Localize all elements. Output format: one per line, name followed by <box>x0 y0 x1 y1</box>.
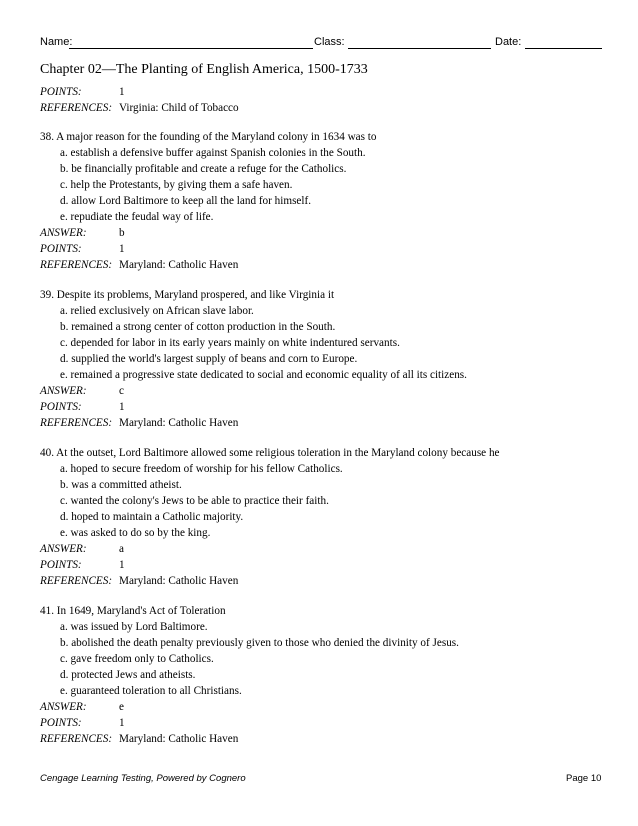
question-40-option-c: c. wanted the colony's Jews to be able to practice their faith. <box>60 495 329 507</box>
references-label: REFERENCES: <box>40 575 113 587</box>
answer-value: b <box>119 227 125 239</box>
date-label: Date: <box>495 36 522 48</box>
question-38-option-e: e. repudiate the feudal way of life. <box>60 211 214 223</box>
name-label: Name: <box>40 36 73 48</box>
question-39-option-a: a. relied exclusively on African slave labor. <box>60 305 254 317</box>
answer-label: ANSWER: <box>40 701 87 713</box>
question-39-option-c: c. depended for labor in its early years mainly on white indentured servants. <box>60 337 400 349</box>
answer-value: c <box>119 385 124 397</box>
references-value: Maryland: Catholic Haven <box>119 575 239 587</box>
points-value: 1 <box>119 86 125 98</box>
question-39-text: 39. Despite its problems, Maryland prospered, and like Virginia it <box>40 289 335 301</box>
answer-label: ANSWER: <box>40 543 87 555</box>
points-label: POINTS: <box>40 401 82 413</box>
question-41-text: 41. In 1649, Maryland's Act of Toleration <box>40 605 226 617</box>
references-label: REFERENCES: <box>40 259 113 271</box>
class-line <box>348 48 491 49</box>
points-value: 1 <box>119 243 125 255</box>
question-40-option-b: b. was a committed atheist. <box>60 479 182 491</box>
question-39-option-d: d. supplied the world's largest supply of beans and corn to Europe. <box>60 353 358 365</box>
references-value: Maryland: Catholic Haven <box>119 417 239 429</box>
question-40-text: 40. At the outset, Lord Baltimore allowed some religious toleration in the Maryland colony because he <box>40 447 500 459</box>
answer-value: e <box>119 701 124 713</box>
name-line <box>69 48 313 49</box>
footer-page-number: Page 10 <box>566 773 602 784</box>
question-38-option-a: a. establish a defensive buffer against Spanish colonies in the South. <box>60 147 366 159</box>
references-value: Virginia: Child of Tobacco <box>119 102 239 114</box>
footer-publisher: Cengage Learning Testing, Powered by Cognero <box>40 773 246 784</box>
class-label: Class: <box>314 36 345 48</box>
question-38-text: 38. A major reason for the founding of the Maryland colony in 1634 was to <box>40 131 377 143</box>
points-value: 1 <box>119 401 125 413</box>
question-41-option-e: e. guaranteed toleration to all Christians. <box>60 685 242 697</box>
question-40-option-e: e. was asked to do so by the king. <box>60 527 211 539</box>
points-label: POINTS: <box>40 559 82 571</box>
date-line <box>525 48 602 49</box>
question-41-option-c: c. gave freedom only to Catholics. <box>60 653 214 665</box>
question-38-option-b: b. be financially profitable and create a refuge for the Catholics. <box>60 163 347 175</box>
answer-label: ANSWER: <box>40 385 87 397</box>
question-39-option-e: e. remained a progressive state dedicated to social and economic equality of all its citizens. <box>60 369 467 381</box>
student-info-header <box>40 36 602 52</box>
question-41-option-d: d. protected Jews and atheists. <box>60 669 196 681</box>
points-label: POINTS: <box>40 243 82 255</box>
answer-value: a <box>119 543 124 555</box>
question-40-option-d: d. hoped to maintain a Catholic majority. <box>60 511 244 523</box>
references-value: Maryland: Catholic Haven <box>119 259 239 271</box>
references-label: REFERENCES: <box>40 733 113 745</box>
references-value: Maryland: Catholic Haven <box>119 733 239 745</box>
points-value: 1 <box>119 559 125 571</box>
points-value: 1 <box>119 717 125 729</box>
references-label: REFERENCES: <box>40 417 113 429</box>
answer-label: ANSWER: <box>40 227 87 239</box>
question-38-option-d: d. allow Lord Baltimore to keep all the land for himself. <box>60 195 312 207</box>
question-39-option-b: b. remained a strong center of cotton production in the South. <box>60 321 336 333</box>
chapter-title: Chapter 02—The Planting of English America, 1500-1733 <box>40 62 368 77</box>
question-40-option-a: a. hoped to secure freedom of worship for his fellow Catholics. <box>60 463 343 475</box>
question-41-option-b: b. abolished the death penalty previously given to those who denied the divinity of Jesus. <box>60 637 459 649</box>
points-label: POINTS: <box>40 86 82 98</box>
question-41-option-a: a. was issued by Lord Baltimore. <box>60 621 208 633</box>
question-38-option-c: c. help the Protestants, by giving them a safe haven. <box>60 179 293 191</box>
points-label: POINTS: <box>40 717 82 729</box>
references-label: REFERENCES: <box>40 102 113 114</box>
